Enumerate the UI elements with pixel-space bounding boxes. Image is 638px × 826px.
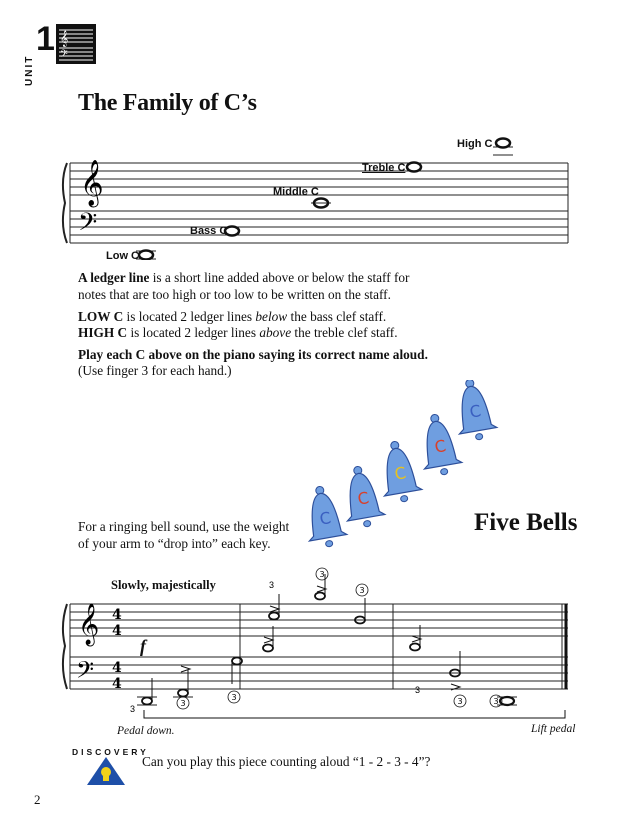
circled-finger: 3 — [493, 697, 499, 706]
note — [137, 678, 157, 705]
unit-number: 1 — [36, 20, 55, 58]
brace — [63, 604, 67, 689]
treble-clef: 𝄞 — [78, 604, 100, 645]
finger-number: 3 — [415, 685, 421, 695]
note — [173, 670, 193, 697]
play-instruction-text: Play each C above on the piano saying its correct name aloud. — [78, 347, 428, 362]
note — [497, 697, 517, 705]
bass-clef: 𝄢 — [76, 656, 95, 689]
pedal-down-label: Pedal down. — [117, 725, 175, 737]
high-c-term: HIGH C — [78, 325, 128, 340]
five-bells-score — [60, 560, 580, 730]
finger-number: 3 — [130, 704, 136, 714]
treble-c-label: Treble C — [362, 162, 406, 174]
discovery-label: DISCOVERY — [72, 747, 149, 757]
unit-label: UNIT — [24, 54, 35, 86]
low-c-text-b: the bass clef staff. — [287, 309, 387, 324]
bell-icon — [300, 483, 348, 550]
circled-finger: 3 — [231, 693, 237, 702]
discovery-triangle-icon — [86, 756, 126, 786]
discovery-question: Can you play this piece counting aloud “1 - 2 - 3 - 4”? — [142, 754, 431, 769]
brace — [63, 163, 67, 243]
svg-text:𝄢: 𝄢 — [60, 48, 68, 62]
finger-note: (Use finger 3 for each hand.) — [78, 363, 232, 378]
circled-finger: 3 — [359, 586, 365, 595]
time-sig-bottom: 4 — [112, 676, 122, 692]
circled-finger: 3 — [319, 570, 325, 579]
low-c-emphasis: below — [255, 309, 288, 324]
bell-icon — [450, 380, 498, 443]
ledger-line-definition — [78, 269, 438, 303]
bell-icon — [415, 411, 463, 478]
page-number: 2 — [34, 792, 41, 807]
svg-text:C: C — [468, 401, 483, 422]
lift-pedal-label: Lift pedal — [531, 723, 576, 735]
time-sig-bottom: 4 — [112, 623, 122, 639]
low-c-term: LOW C — [78, 309, 124, 324]
play-instruction — [78, 346, 478, 363]
low-c-description — [78, 308, 438, 325]
circled-finger: 3 — [457, 697, 463, 706]
svg-text:𝄞: 𝄞 — [60, 31, 69, 47]
high-c-emphasis: above — [259, 325, 292, 340]
piece-title: Five Bells — [474, 509, 578, 536]
tempo-marking: Slowly, majestically — [111, 578, 216, 592]
time-sig-top: 4 — [112, 660, 122, 676]
unit-staff-icon — [56, 24, 96, 64]
pedal-bracket — [144, 710, 565, 718]
note — [269, 594, 279, 620]
svg-text:C: C — [356, 488, 371, 509]
ledger-term: A ledger line — [78, 270, 150, 285]
page-title: The Family of C’s — [78, 90, 257, 116]
treble-clef: 𝄞 — [80, 160, 104, 206]
middle-c-label: Middle C — [273, 186, 319, 198]
treble-c-note — [407, 163, 421, 172]
time-sig-top: 4 — [112, 607, 122, 623]
high-c-note — [493, 139, 513, 156]
low-c-note — [136, 251, 156, 260]
ledger-text: is a short line added above or below the staff for notes that are too high or too low to be written on the staff. — [78, 270, 410, 302]
svg-text:C: C — [318, 508, 333, 529]
high-c-label: High C — [457, 138, 493, 150]
bass-clef: 𝄢 — [78, 208, 98, 243]
c-family-staff — [60, 130, 580, 260]
low-c-text-a: is located 2 ledger lines — [123, 309, 256, 324]
high-c-text-a: is located 2 ledger lines — [127, 325, 260, 340]
svg-text:C: C — [433, 436, 448, 457]
circled-finger: 3 — [180, 699, 186, 708]
bass-c-label: Bass C — [190, 225, 228, 237]
middle-c-note — [311, 199, 331, 208]
high-c-text-b: the treble clef staff. — [291, 325, 398, 340]
dynamic-marking: f — [140, 636, 146, 656]
svg-text:C: C — [393, 463, 408, 484]
high-c-description — [78, 324, 438, 341]
piece-intro: For a ringing bell sound, use the weight of your arm to “drop into” each key. — [78, 519, 290, 551]
bell-icon — [375, 438, 423, 505]
bell-icon — [338, 463, 386, 530]
finger-number: 3 — [269, 580, 275, 590]
low-c-label: Low C — [106, 250, 139, 262]
